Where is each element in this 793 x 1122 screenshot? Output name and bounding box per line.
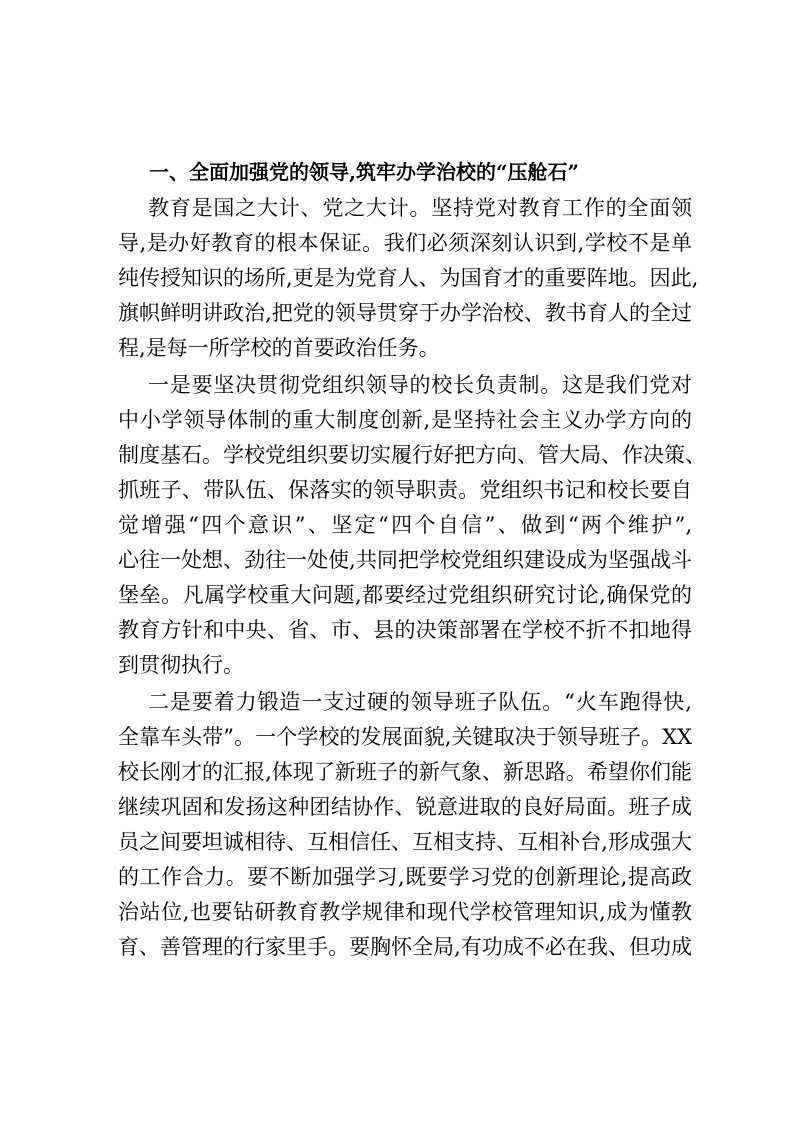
text-line: 旗帜鲜明讲政治,把党的领导贯穿于办学治校、教书育人的全过 — [118, 301, 692, 325]
text-line: 员之间要坦诚相待、互相信任、互相支持、互相补台,形成强大 — [118, 830, 692, 854]
text-line: 心往一处想、劲往一处使,共同把学校党组织建设成为坚强战斗 — [118, 548, 692, 572]
text-line: 二是要着力锻造一支过硬的领导班子队伍。“火车跑得快, — [148, 690, 692, 714]
text-line: 纯传授知识的场所,更是为党育人、为国育才的重要阵地。因此, — [118, 266, 699, 290]
text-line: 到贯彻执行。 — [118, 653, 244, 677]
text-line: 导,是办好教育的根本保证。我们必须深刻认识到,学校不是单 — [118, 231, 692, 255]
paragraph-point-one — [118, 368, 706, 683]
document-body — [118, 155, 706, 967]
text-line: 继续巩固和发扬这种团结协作、锐意进取的良好局面。班子成 — [118, 795, 692, 819]
text-line: 程,是每一所学校的首要政治任务。 — [118, 336, 440, 360]
paragraph-intro — [118, 191, 699, 366]
text-line: 中小学领导体制的重大制度创新,是坚持社会主义办学方向的 — [118, 408, 692, 432]
text-line: 育、善管理的行家里手。要胸怀全局,有功成不必在我、但功成 — [118, 935, 692, 959]
text-line: 觉增强“四个意识”、坚定“四个自信”、做到“两个维护”, — [118, 513, 692, 537]
text-line: 的工作合力。要不断加强学习,既要学习党的创新理论,提高政 — [118, 865, 692, 889]
text-line: 教育是国之大计、党之大计。坚持党对教育工作的全面领 — [148, 196, 692, 220]
section-heading: 一、全面加强党的领导,筑牢办学治校的“压舱石” — [149, 160, 579, 184]
text-line: 治站位,也要钻研教育教学规律和现代学校管理知识,成为懂教 — [118, 900, 692, 924]
text-line: 堡垒。凡属学校重大问题,都要经过党组织研究讨论,确保党的 — [118, 583, 692, 607]
text-line: 一是要坚决贯彻党组织领导的校长负责制。这是我们党对 — [148, 373, 692, 397]
text-line: 制度基石。学校党组织要切实履行好把方向、管大局、作决策、 — [118, 443, 706, 467]
paragraph-point-two — [118, 685, 692, 965]
text-line: 抓班子、带队伍、保落实的领导职责。党组织书记和校长要自 — [118, 478, 692, 502]
text-line: 校长刚才的汇报,体现了新班子的新气象、新思路。希望你们能 — [118, 760, 692, 784]
text-line: 全靠车头带”。一个学校的发展面貌,关键取决于领导班子。XX — [118, 725, 692, 749]
text-line: 教育方针和中央、省、市、县的决策部署在学校不折不扣地得 — [118, 618, 692, 642]
